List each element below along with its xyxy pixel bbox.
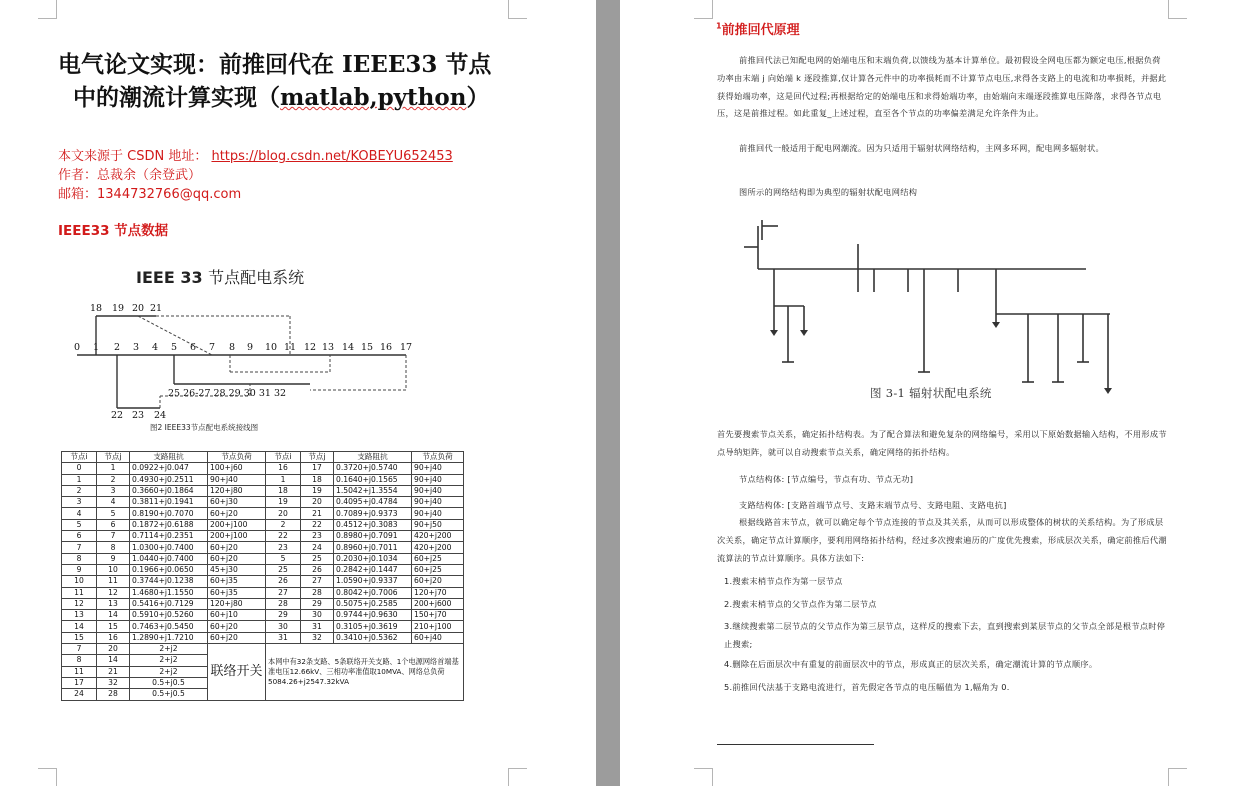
table-cell: 0.4512+j0.3083 xyxy=(334,519,412,530)
table-cell: 1 xyxy=(62,474,97,485)
table-row xyxy=(62,463,464,474)
table-cell: 5 xyxy=(97,508,130,519)
table-cell: 0.3744+j0.1238 xyxy=(130,576,208,587)
document-page-left xyxy=(0,0,596,786)
switch-label-cell: 联络开关 xyxy=(208,644,266,700)
source-label: 本文来源于 CSDN 地址： xyxy=(58,149,212,164)
node-label: 22 xyxy=(110,410,124,421)
table-cell: 0.8042+j0.7006 xyxy=(334,587,412,598)
table-cell: 9 xyxy=(62,564,97,575)
table-row xyxy=(62,564,464,575)
crop-mark xyxy=(1168,768,1187,786)
node-label: 1 xyxy=(92,342,100,353)
table-cell: 14 xyxy=(97,655,130,666)
node-label: 9 xyxy=(246,342,254,353)
table-row xyxy=(62,587,464,598)
crop-mark xyxy=(694,768,713,786)
table-cell: 14 xyxy=(97,610,130,621)
table-cell: 31 xyxy=(266,632,301,643)
step-item: 3.继续搜索第二层节点的父节点作为第三层节点，这样反的搜索下去，直到搜索到某层节点的父节点全部是根节点时停止搜索; xyxy=(724,621,1166,649)
table-header-cell: 节点负荷 xyxy=(412,452,464,463)
table-cell: 21 xyxy=(97,666,130,677)
table-cell: 90+j40 xyxy=(412,474,464,485)
table-cell: 200+j100 xyxy=(208,519,266,530)
table-row xyxy=(62,485,464,496)
table-cell: 0.7114+j0.2351 xyxy=(130,531,208,542)
table-cell: 19 xyxy=(266,497,301,508)
table-cell: 90+j50 xyxy=(412,519,464,530)
table-cell: 60+j30 xyxy=(208,497,266,508)
table-cell: 90+j40 xyxy=(412,463,464,474)
node-label: 24 xyxy=(153,410,167,421)
table-cell: 0.3105+j0.3619 xyxy=(334,621,412,632)
table-cell: 4 xyxy=(97,497,130,508)
table-cell: 5 xyxy=(266,553,301,564)
table-cell: 2 xyxy=(97,474,130,485)
table-row xyxy=(62,632,464,643)
table-cell: 0.5+j0.5 xyxy=(130,689,208,700)
table-row xyxy=(62,598,464,609)
table-cell: 4 xyxy=(62,508,97,519)
node-label: 19 xyxy=(111,303,125,314)
table-header-row xyxy=(62,452,464,463)
paragraph: 图所示的网络结构即为典型的辐射状配电网结构 xyxy=(739,187,918,197)
crop-mark xyxy=(508,768,527,786)
table-cell: 7 xyxy=(62,644,97,655)
radial-network-diagram xyxy=(738,212,1128,412)
table-cell: 120+j70 xyxy=(412,587,464,598)
table-cell: 29 xyxy=(301,598,334,609)
table-cell: 0.8960+j0.7011 xyxy=(334,542,412,553)
table-cell: 60+j10 xyxy=(208,610,266,621)
table-cell: 8 xyxy=(62,553,97,564)
table-cell: 28 xyxy=(97,689,130,700)
table-cell: 28 xyxy=(301,587,334,598)
table-cell: 2+j2 xyxy=(130,644,208,655)
table-cell: 6 xyxy=(97,519,130,530)
table-cell: 0.1872+j0.6188 xyxy=(130,519,208,530)
node-label: 16 xyxy=(379,342,393,353)
node-label: 11 xyxy=(283,342,297,353)
table-cell: 12 xyxy=(62,598,97,609)
table-cell: 200+j100 xyxy=(208,531,266,542)
table-cell: 0.8190+j0.7070 xyxy=(130,508,208,519)
table-cell: 19 xyxy=(301,485,334,496)
table-header-cell: 节点j xyxy=(97,452,130,463)
paragraph: 前推回代一般适用于配电网潮流。因为只适用于辐射状网络结构，主网多环网，配电网多辐射状。 xyxy=(739,143,1104,153)
table-cell: 11 xyxy=(62,666,97,677)
table-cell: 29 xyxy=(266,610,301,621)
document-title xyxy=(58,48,558,114)
table-cell: 90+j40 xyxy=(208,474,266,485)
table-cell: 9 xyxy=(97,553,130,564)
table-cell: 25 xyxy=(301,553,334,564)
table-cell: 16 xyxy=(266,463,301,474)
table-cell: 60+j20 xyxy=(208,542,266,553)
table-cell: 1 xyxy=(97,463,130,474)
crop-mark xyxy=(694,0,713,19)
table-cell: 60+j25 xyxy=(412,553,464,564)
node-label: 15 xyxy=(360,342,374,353)
node-label: 8 xyxy=(228,342,236,353)
crop-mark xyxy=(38,768,57,786)
table-cell: 0.8980+j0.7091 xyxy=(334,531,412,542)
table-cell: 7 xyxy=(97,531,130,542)
table-row xyxy=(62,644,464,655)
table-cell: 200+j600 xyxy=(412,598,464,609)
table-cell: 20 xyxy=(301,497,334,508)
table-cell: 0.3811+j0.1941 xyxy=(130,497,208,508)
table-cell: 17 xyxy=(62,677,97,688)
figure-title: IEEE 33 节点配电系统 xyxy=(136,268,305,287)
table-cell: 32 xyxy=(97,677,130,688)
table-header-cell: 节点i xyxy=(62,452,97,463)
ieee33-data-table xyxy=(61,451,464,701)
table-note-cell: 本网中有32条支路、5条联络开关支路、1个电源网络首端基准电压12.66kV、三相功率准值取10MVA、网络总负荷5084.26+j2547.32kVA xyxy=(266,644,464,700)
table-cell: 13 xyxy=(97,598,130,609)
crop-mark xyxy=(1168,0,1187,19)
table-cell: 15 xyxy=(97,621,130,632)
table-cell: 18 xyxy=(266,485,301,496)
lower-node-labels: 25 26-27 28 29 30 31 32 xyxy=(168,388,287,399)
table-cell: 60+j35 xyxy=(208,576,266,587)
section-heading: $^1$前推回代原理 xyxy=(716,21,800,38)
node-label: 5 xyxy=(170,342,178,353)
node-label: 18 xyxy=(89,303,103,314)
table-cell: 32 xyxy=(301,632,334,643)
table-header-cell: 节点负荷 xyxy=(208,452,266,463)
table-cell: 60+j40 xyxy=(412,632,464,643)
node-label: 10 xyxy=(264,342,278,353)
table-cell: 60+j35 xyxy=(208,587,266,598)
table-cell: 0.2842+j0.1447 xyxy=(334,564,412,575)
node-label: 20 xyxy=(131,303,145,314)
crop-mark xyxy=(508,0,527,19)
table-cell: 1.0300+j0.7400 xyxy=(130,542,208,553)
table-cell: 60+j20 xyxy=(208,508,266,519)
paragraph: 节点结构体: [节点编号，节点有功、节点无功] xyxy=(739,474,914,484)
node-label: 2 xyxy=(113,342,121,353)
table-cell: 0.0922+j0.047 xyxy=(130,463,208,474)
title-text: IEEE33 xyxy=(342,51,438,78)
table-cell: 100+j60 xyxy=(208,463,266,474)
table-cell: 1.0440+j0.7400 xyxy=(130,553,208,564)
table-cell: 8 xyxy=(97,542,130,553)
table-cell: 11 xyxy=(62,587,97,598)
table-cell: 0 xyxy=(62,463,97,474)
table-cell: 12 xyxy=(97,587,130,598)
title-text: matlab,python xyxy=(280,84,467,111)
table-cell: 30 xyxy=(301,610,334,621)
table-row xyxy=(62,474,464,485)
table-cell: 0.5910+j0.5260 xyxy=(130,610,208,621)
table-cell: 27 xyxy=(301,576,334,587)
title-text: ） xyxy=(466,84,490,111)
paragraph: 首先要搜索节点关系，确定拓扑结构表。为了配合算法和避免复杂的网络编号，采用以下原始数据输入结构，不用形成节点导纳矩阵，就可以自动搜索节点关系，确定网络的拓扑结构。 xyxy=(717,429,1167,457)
table-cell: 1.0590+j0.9337 xyxy=(334,576,412,587)
table-cell: 90+j40 xyxy=(412,508,464,519)
table-cell: 60+j20 xyxy=(208,553,266,564)
email-line[interactable]: 邮箱：1344732766@qq.com xyxy=(58,187,242,202)
node-label: 13 xyxy=(321,342,335,353)
table-cell: 23 xyxy=(301,531,334,542)
table-cell: 1.2890+j1.7210 xyxy=(130,632,208,643)
table-cell: 18 xyxy=(301,474,334,485)
table-cell: 0.7463+j0.5450 xyxy=(130,621,208,632)
table-cell: 420+j200 xyxy=(412,542,464,553)
crop-mark xyxy=(38,0,57,19)
table-cell: 24 xyxy=(62,689,97,700)
document-page-right xyxy=(620,0,1248,786)
table-cell: 30 xyxy=(266,621,301,632)
table-row xyxy=(62,497,464,508)
table-row xyxy=(62,542,464,553)
table-cell: 11 xyxy=(97,576,130,587)
table-cell: 210+j100 xyxy=(412,621,464,632)
table-cell: 0.9744+j0.9630 xyxy=(334,610,412,621)
table-cell: 0.5+j0.5 xyxy=(130,677,208,688)
node-label: 7 xyxy=(208,342,216,353)
step-item: 5.前推回代法基于支路电流进行，首先假定各节点的电压幅值为 1,幅角为 0. xyxy=(724,682,1010,692)
table-row xyxy=(62,610,464,621)
node-label: 4 xyxy=(151,342,159,353)
table-cell: 5 xyxy=(62,519,97,530)
table-cell: 60+j25 xyxy=(412,564,464,575)
table-cell: 90+j40 xyxy=(412,485,464,496)
table-cell: 15 xyxy=(62,632,97,643)
node-label: 6 xyxy=(189,342,197,353)
table-cell: 0.7089+j0.9373 xyxy=(334,508,412,519)
title-text: 节点 xyxy=(437,51,492,78)
table-cell: 0.1966+j0.0650 xyxy=(130,564,208,575)
table-header-cell: 支路阻抗 xyxy=(334,452,412,463)
paragraph: 前推回代法已知配电网的始端电压和末端负荷,以馈线为基本计算单位。最初假设全网电压都为额定电压,根据负荷功率由末端 j 向始端 k 逐段推算,仅计算各元件中的功率损耗而不计算节点电压,求得各支路上的电流和功率损耗，并据此获得始端功率，这是回代过程;再根据给定的始端电压和求得始端功率，由始端向末端逐段推算电压降落，求得各节点电压，这是前推过程。如此重复_上述过程，直至各个节点的功率偏差满足允许条件为止。 xyxy=(717,55,1167,119)
table-cell: 0.3410+j0.5362 xyxy=(334,632,412,643)
table-row xyxy=(62,531,464,542)
node-label: 17 xyxy=(399,342,413,353)
table-cell: 7 xyxy=(62,542,97,553)
table-cell: 3 xyxy=(97,485,130,496)
table-cell: 14 xyxy=(62,621,97,632)
table-cell: 1 xyxy=(266,474,301,485)
table-cell: 23 xyxy=(266,542,301,553)
table-cell: 25 xyxy=(266,564,301,575)
node-label: 23 xyxy=(131,410,145,421)
table-cell: 0.3660+j0.1864 xyxy=(130,485,208,496)
table-cell: 6 xyxy=(62,531,97,542)
table-row xyxy=(62,553,464,564)
table-row xyxy=(62,508,464,519)
figure-caption: 图2 IEEE33节点配电系统接线图 xyxy=(150,423,259,432)
table-cell: 2+j2 xyxy=(130,666,208,677)
table-header-cell: 节点i xyxy=(266,452,301,463)
footnote-separator xyxy=(717,744,874,745)
node-label: 12 xyxy=(303,342,317,353)
table-cell: 26 xyxy=(266,576,301,587)
table-cell: 1.5042+j1.3554 xyxy=(334,485,412,496)
node-label: 3 xyxy=(132,342,140,353)
table-cell: 60+j20 xyxy=(208,621,266,632)
step-item: 4.删除在后面层次中有重复的前面层次中的节点，形成真正的层次关系，确定潮流计算的节点顺序。 xyxy=(724,659,1098,669)
table-cell: 22 xyxy=(301,519,334,530)
table-cell: 120+j80 xyxy=(208,598,266,609)
table-cell: 0.4095+j0.4784 xyxy=(334,497,412,508)
table-cell: 10 xyxy=(97,564,130,575)
table-header-cell: 支路阻抗 xyxy=(130,452,208,463)
table-cell: 2 xyxy=(62,485,97,496)
table-cell: 150+j70 xyxy=(412,610,464,621)
table-cell: 60+j20 xyxy=(412,576,464,587)
paragraph: 支路结构体: [支路首端节点号、支路末端节点号、支路电阻、支路电抗] xyxy=(739,500,1007,510)
table-cell: 16 xyxy=(97,632,130,643)
article-meta xyxy=(58,147,453,204)
table-cell: 0.4930+j0.2511 xyxy=(130,474,208,485)
step-item: 1.搜索末梢节点作为第一层节点 xyxy=(724,576,843,586)
node-label: 21 xyxy=(149,303,163,314)
step-item: 2.搜索末梢节点的父节点作为第二层节点 xyxy=(724,599,877,609)
source-link[interactable]: https://blog.csdn.net/KOBEYU652453 xyxy=(211,149,453,164)
table-cell: 27 xyxy=(266,587,301,598)
table-cell: 2+j2 xyxy=(130,655,208,666)
table-cell: 24 xyxy=(301,542,334,553)
table-row xyxy=(62,519,464,530)
table-cell: 3 xyxy=(62,497,97,508)
ieee33-network-diagram xyxy=(60,296,420,422)
section-heading: IEEE33 节点数据 xyxy=(58,223,169,239)
node-label: 0 xyxy=(73,342,81,353)
table-header-cell: 节点j xyxy=(301,452,334,463)
table-cell: 10 xyxy=(62,576,97,587)
table-cell: 90+j40 xyxy=(412,497,464,508)
table-cell: 120+j80 xyxy=(208,485,266,496)
table-row xyxy=(62,621,464,632)
table-cell: 420+j200 xyxy=(412,531,464,542)
title-text: 电气论文实现：前推回代在 xyxy=(58,51,343,78)
table-cell: 0.3720+j0.5740 xyxy=(334,463,412,474)
table-cell: 28 xyxy=(266,598,301,609)
table-cell: 26 xyxy=(301,564,334,575)
table-cell: 0.2030+j0.1034 xyxy=(334,553,412,564)
table-cell: 45+j30 xyxy=(208,564,266,575)
title-text: 中的潮流计算实现（ xyxy=(73,84,280,111)
table-cell: 17 xyxy=(301,463,334,474)
figure-caption: 图 3-1 辐射状配电系统 xyxy=(870,386,992,400)
table-cell: 60+j20 xyxy=(208,632,266,643)
table-cell: 0.1640+j0.1565 xyxy=(334,474,412,485)
table-cell: 22 xyxy=(266,531,301,542)
table-row xyxy=(62,576,464,587)
table-cell: 0.5416+j0.7129 xyxy=(130,598,208,609)
table-cell: 13 xyxy=(62,610,97,621)
table-cell: 20 xyxy=(97,644,130,655)
author-line: 作者：总裁余（余登武） xyxy=(58,168,202,183)
table-cell: 0.5075+j0.2585 xyxy=(334,598,412,609)
table-cell: 21 xyxy=(301,508,334,519)
paragraph: 根据线路首末节点，就可以确定每个节点连接的节点及其关系，从而可以形成整体的树状的关系结构。为了形成层次关系，确定节点计算顺序，要利用网络拓扑结构，经过多次搜索遍历的广度优先搜索，形成层次关系，确定前推后代潮流算法的节点计算顺序。具体方法如下: xyxy=(717,517,1167,563)
table-cell: 2 xyxy=(266,519,301,530)
node-label: 14 xyxy=(341,342,355,353)
table-cell: 31 xyxy=(301,621,334,632)
table-cell: 20 xyxy=(266,508,301,519)
table-cell: 8 xyxy=(62,655,97,666)
table-cell: 1.4680+j1.1550 xyxy=(130,587,208,598)
